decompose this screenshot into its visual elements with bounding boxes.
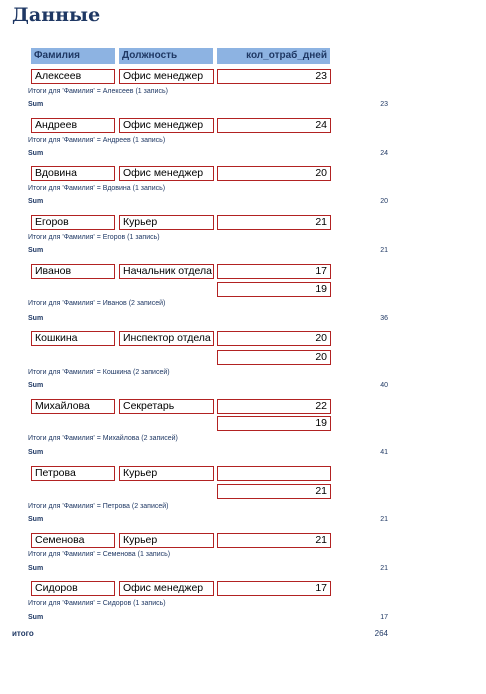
surname-cell[interactable]: Михайлова: [31, 399, 115, 414]
group-sum-label: Sum: [28, 198, 44, 205]
group-footer-text: Итоги для 'Фамилия' = Егоров (1 запись): [28, 234, 160, 241]
group-footer-text: Итоги для 'Фамилия' = Вдовина (1 запись): [28, 185, 166, 192]
days-cell[interactable]: 19: [217, 416, 331, 431]
surname-cell[interactable]: Егоров: [31, 215, 115, 230]
group-sum-label: Sum: [28, 382, 44, 389]
report-title: Данные: [12, 4, 101, 26]
group-sum-value: 17: [380, 614, 388, 621]
surname-cell[interactable]: Петрова: [31, 466, 115, 481]
days-cell[interactable]: 19: [217, 282, 331, 297]
group-sum-label: Sum: [28, 449, 44, 456]
position-cell[interactable]: Офис менеджер: [119, 581, 214, 596]
surname-cell[interactable]: Кошкина: [31, 331, 115, 346]
column-header-days: кол_отраб_дней: [217, 48, 330, 64]
surname-cell[interactable]: Иванов: [31, 264, 115, 279]
position-cell[interactable]: Курьер: [119, 466, 214, 481]
position-cell[interactable]: Инспектор отдела: [119, 331, 214, 346]
days-cell[interactable]: 21: [217, 484, 331, 499]
group-footer-text: Итоги для 'Фамилия' = Кошкина (2 записей): [28, 369, 170, 376]
grand-total-value: 264: [374, 629, 388, 638]
column-header-position: Должность: [119, 48, 213, 64]
days-cell[interactable]: 21: [217, 215, 331, 230]
surname-cell[interactable]: Семенова: [31, 533, 115, 548]
group-footer-text: Итоги для 'Фамилия' = Михайлова (2 записей): [28, 435, 178, 442]
group-sum-value: 40: [380, 382, 388, 389]
surname-cell[interactable]: Вдовина: [31, 166, 115, 181]
group-sum-label: Sum: [28, 516, 44, 523]
group-sum-label: Sum: [28, 614, 44, 621]
days-cell[interactable]: [217, 466, 331, 481]
position-cell[interactable]: Офис менеджер: [119, 118, 214, 133]
days-cell[interactable]: 20: [217, 166, 331, 181]
group-footer-text: Итоги для 'Фамилия' = Алексеев (1 запись): [28, 88, 168, 95]
group-footer-text: Итоги для 'Фамилия' = Сидоров (1 запись): [28, 600, 166, 607]
days-cell[interactable]: 17: [217, 264, 331, 279]
group-footer-text: Итоги для 'Фамилия' = Семенова (1 запись): [28, 551, 171, 558]
group-sum-value: 20: [380, 198, 388, 205]
group-sum-value: 21: [380, 565, 388, 572]
surname-cell[interactable]: Сидоров: [31, 581, 115, 596]
days-cell[interactable]: 24: [217, 118, 331, 133]
group-sum-label: Sum: [28, 101, 44, 108]
days-cell[interactable]: 23: [217, 69, 331, 84]
group-sum-value: 21: [380, 516, 388, 523]
group-sum-value: 24: [380, 150, 388, 157]
group-footer-text: Итоги для 'Фамилия' = Петрова (2 записей): [28, 503, 169, 510]
group-sum-label: Sum: [28, 315, 44, 322]
group-sum-label: Sum: [28, 150, 44, 157]
group-sum-value: 36: [380, 315, 388, 322]
position-cell[interactable]: Секретарь: [119, 399, 214, 414]
position-cell[interactable]: Курьер: [119, 533, 214, 548]
group-sum-value: 23: [380, 101, 388, 108]
position-cell[interactable]: Офис менеджер: [119, 166, 214, 181]
group-sum-label: Sum: [28, 247, 44, 254]
days-cell[interactable]: 22: [217, 399, 331, 414]
column-header-surname: Фамилия: [31, 48, 115, 64]
days-cell[interactable]: 20: [217, 350, 331, 365]
position-cell[interactable]: Офис менеджер: [119, 69, 214, 84]
position-cell[interactable]: Курьер: [119, 215, 214, 230]
surname-cell[interactable]: Андреев: [31, 118, 115, 133]
group-sum-value: 41: [380, 449, 388, 456]
days-cell[interactable]: 17: [217, 581, 331, 596]
group-footer-text: Итоги для 'Фамилия' = Иванов (2 записей): [28, 300, 166, 307]
days-cell[interactable]: 20: [217, 331, 331, 346]
grand-total-label: итого: [12, 629, 34, 638]
position-cell[interactable]: Начальник отдела: [119, 264, 214, 279]
surname-cell[interactable]: Алексеев: [31, 69, 115, 84]
group-footer-text: Итоги для 'Фамилия' = Андреев (1 запись): [28, 137, 166, 144]
group-sum-label: Sum: [28, 565, 44, 572]
days-cell[interactable]: 21: [217, 533, 331, 548]
group-sum-value: 21: [380, 247, 388, 254]
